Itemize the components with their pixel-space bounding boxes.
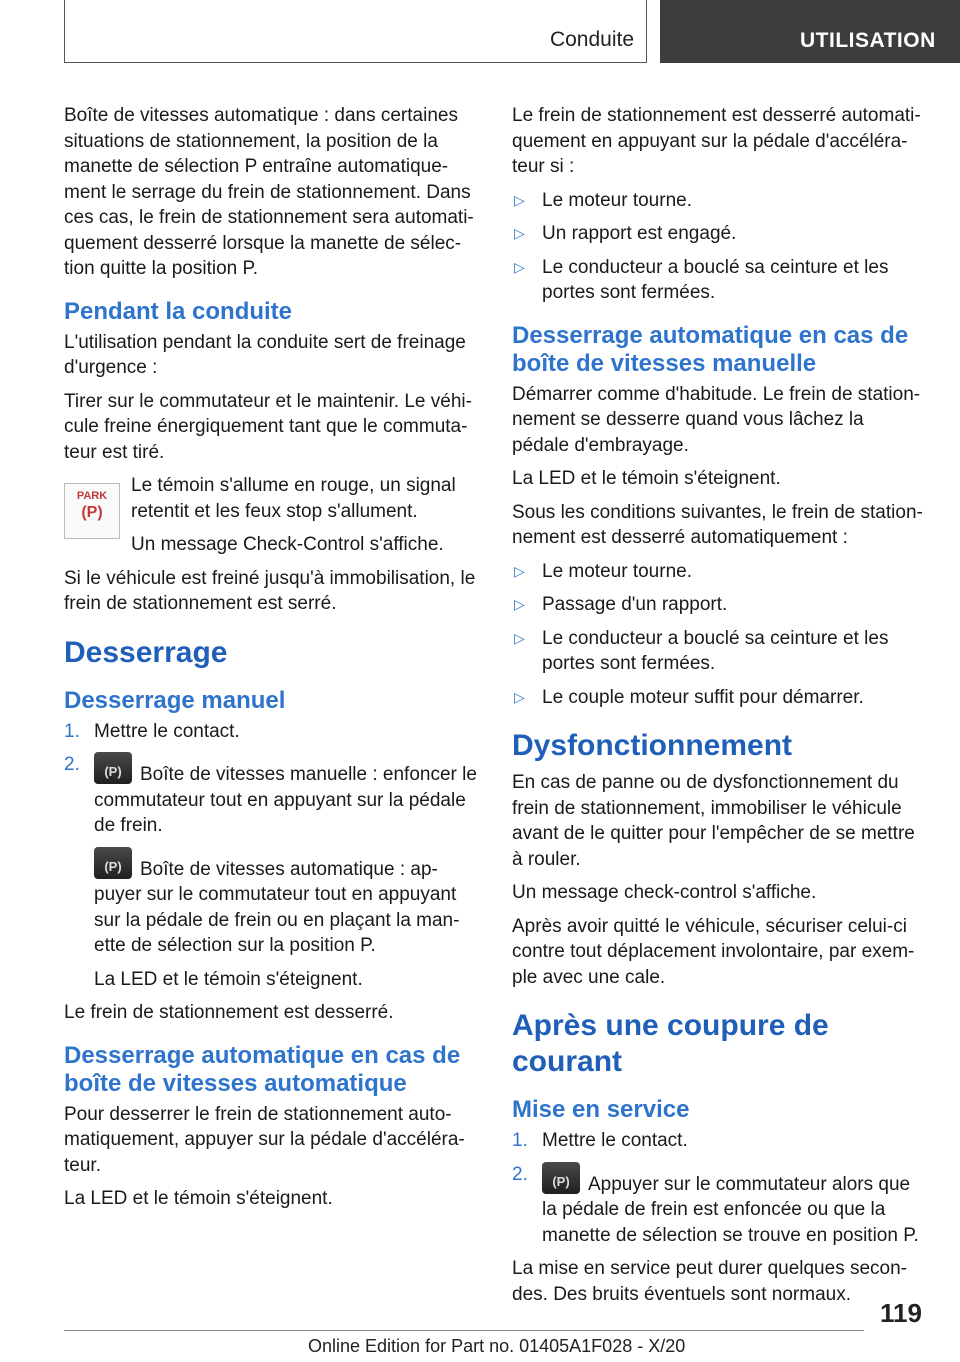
bullet-marker-icon: ▷ bbox=[514, 629, 525, 646]
parking-brake-switch-icon bbox=[94, 847, 132, 879]
heading-malfunction: Dysfonctionnement bbox=[512, 729, 793, 762]
bullet-marker-icon: ▷ bbox=[514, 562, 525, 579]
list-item bbox=[512, 188, 926, 214]
bullet-marker-icon: ▷ bbox=[514, 225, 525, 241]
paragraph: Boîte de vitesses automatique : dans certaines situations de stationnement, la position de la manette de sélection P entraîne automatique-ment le serrage du frein de stationnement. Dans ces cas, le frein de stationnement sera automati-quement desserré lorsque la manette de sélec-tion quitte la position P. bbox=[64, 105, 474, 279]
paragraph: La mise en service peut durer quelques secon-des. Des bruits éventuels sont normaux. bbox=[512, 1258, 908, 1305]
heading-auto-release-automatic: Desserrage automatique en cas de boîte de vitesses automatique bbox=[64, 1041, 461, 1097]
footer-divider bbox=[64, 1330, 864, 1331]
heading-power-outage: Après une coupure de courant bbox=[512, 1009, 829, 1078]
bullet-marker-icon: ▷ bbox=[514, 258, 525, 275]
step bbox=[64, 719, 478, 745]
paragraph: Après avoir quitté le véhicule, sécuriser celui-ci contre tout déplacement involontaire, par exem-ple avec une cale. bbox=[512, 915, 915, 988]
park-warning bbox=[64, 473, 478, 558]
park-warning-icon: PARK (P) bbox=[64, 483, 120, 539]
right-column bbox=[512, 103, 926, 1315]
bullet-marker-icon: ▷ bbox=[514, 688, 525, 705]
left-column bbox=[64, 103, 478, 1220]
step bbox=[512, 1128, 926, 1154]
parking-brake-switch-icon bbox=[542, 1162, 580, 1194]
step-continuation: (P)Boîte de vitesses automatique : ap-puyer sur le commutateur tout en appuyant sur la pédale de frein ou en plaçant la man-ette de sélection sur la position P. bbox=[64, 847, 478, 959]
step-text: Mettre le contact. bbox=[542, 1130, 688, 1151]
footer-edition: Online Edition for Part no. 01405A1F028 - X/20 bbox=[308, 1336, 686, 1356]
paragraph: Un message check-control s'affiche. bbox=[512, 882, 817, 903]
paragraph: L'utilisation pendant la conduite sert de freinage d'urgence : bbox=[64, 331, 466, 378]
step-number: 1. bbox=[64, 720, 80, 742]
list-item-text: Un rapport est engagé. bbox=[542, 223, 737, 244]
chapter-title: UTILISATION bbox=[800, 29, 936, 52]
paragraph: Le témoin s'allume en rouge, un signal retentit et les feux stop s'allument. bbox=[131, 475, 456, 522]
paragraph: La LED et le témoin s'éteignent. bbox=[512, 468, 781, 489]
list-item-text: Le conducteur a bouclé sa ceinture et les portes sont fermées. bbox=[542, 627, 889, 674]
bullet-list bbox=[512, 188, 926, 306]
list-item bbox=[512, 592, 926, 618]
step-text: Mettre le contact. bbox=[94, 720, 240, 742]
list-item-text: Le couple moteur suffit pour démarrer. bbox=[542, 686, 864, 708]
header-chapter-box bbox=[660, 0, 960, 63]
section-title: Conduite bbox=[549, 28, 634, 51]
list-item bbox=[512, 685, 926, 711]
paragraph: Démarrer comme d'habitude. Le frein de station-nement se desserre quand vous lâchez la pédale d'embrayage. bbox=[512, 383, 921, 456]
list-item bbox=[512, 255, 926, 306]
paragraph: Si le véhicule est freiné jusqu'à immobilisation, le frein de stationnement est serré. bbox=[64, 567, 476, 614]
step-continuation: La LED et le témoin s'éteignent. bbox=[94, 968, 363, 990]
paragraph: Pour desserrer le frein de stationnement auto-matiquement, appuyer sur la pédale d'accéléra-teur. bbox=[64, 1103, 465, 1176]
list-item bbox=[512, 626, 926, 677]
paragraph: En cas de panne ou de dysfonctionnement du frein de stationnement, immobiliser le véhicule avant de le quitter pour l'empêcher de se mettre à rouler. bbox=[512, 772, 915, 870]
heading-manual-release: Desserrage manuel bbox=[64, 686, 286, 714]
list-item bbox=[512, 559, 926, 585]
heading-commissioning: Mise en service bbox=[512, 1096, 690, 1123]
paragraph: Le frein de stationnement est desserré. bbox=[64, 1002, 394, 1023]
paragraph: La LED et le témoin s'éteignent. bbox=[64, 1188, 333, 1209]
step-number: 1. bbox=[512, 1130, 528, 1151]
parking-brake-switch-icon bbox=[94, 752, 132, 784]
bullet-list bbox=[512, 559, 926, 711]
paragraph: Le frein de stationnement est desserré automati-quement en appuyant sur la pédale d'accéléra-teur si : bbox=[512, 105, 921, 177]
paragraph: Un message Check-Control s'affiche. bbox=[131, 534, 444, 555]
step-text: Boîte de vitesses manuelle : enfoncer le commutateur tout en appuyant sur la pédale de frein. bbox=[94, 764, 477, 836]
list-item-text: Le conducteur a bouclé sa ceinture et les portes sont fermées. bbox=[542, 256, 889, 303]
list-item bbox=[512, 221, 926, 247]
paragraph: Sous les conditions suivantes, le frein de station-nement est desserré automatiquement : bbox=[512, 501, 923, 548]
header-section-box bbox=[64, 0, 647, 63]
heading-release: Desserrage bbox=[64, 635, 228, 669]
heading-driving: Pendant la conduite bbox=[64, 297, 293, 325]
bullet-marker-icon: ▷ bbox=[514, 596, 525, 612]
step bbox=[64, 752, 478, 839]
step-text: Appuyer sur le commutateur alors que la pédale de frein est enfoncée ou que la manette de sélection se trouve en position P. bbox=[542, 1173, 919, 1246]
heading-auto-release-manual: Desserrage automatique en cas de boîte de vitesses manuelle bbox=[512, 321, 909, 377]
step-number: 2. bbox=[512, 1163, 528, 1185]
list-item-text: Le moteur tourne. bbox=[542, 560, 692, 582]
step bbox=[512, 1162, 926, 1249]
list-item-text: Passage d'un rapport. bbox=[542, 594, 728, 615]
page-number: 119 bbox=[880, 1298, 922, 1328]
list-item-text: Le moteur tourne. bbox=[542, 189, 692, 211]
paragraph: Tirer sur le commutateur et le maintenir. Le véhi-cule freine énergiquement tant que le commuta-teur est tiré. bbox=[64, 390, 472, 463]
bullet-marker-icon: ▷ bbox=[514, 191, 525, 208]
step-number: 2. bbox=[64, 754, 80, 775]
